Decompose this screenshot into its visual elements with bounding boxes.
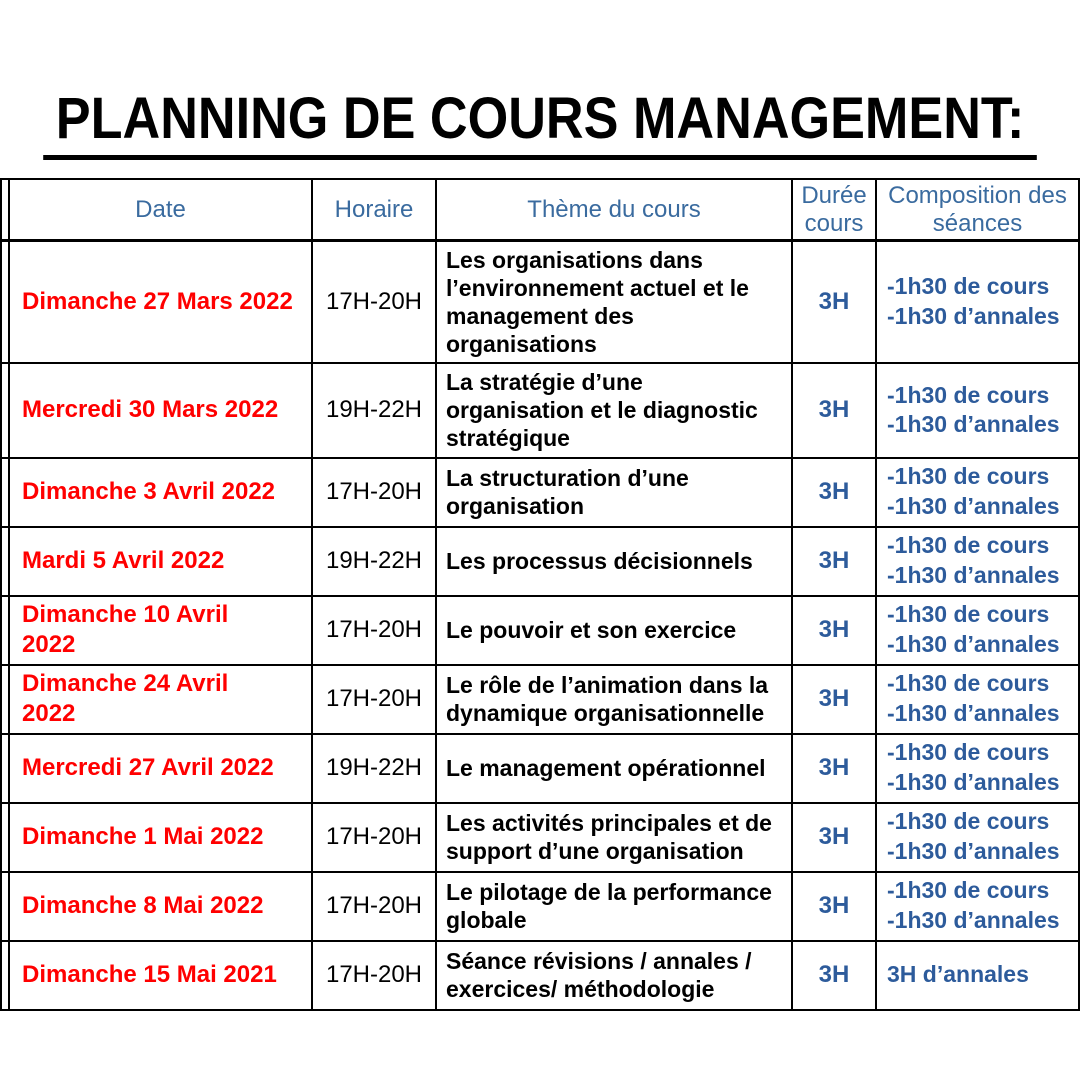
header-theme: Thème du cours bbox=[436, 179, 792, 241]
date-cell: Dimanche 15 Mai 2021 bbox=[9, 941, 312, 1010]
horaire-cell: 17H-20H bbox=[312, 458, 436, 527]
page-title: PLANNING DE COURS MANAGEMENT: bbox=[43, 90, 1037, 160]
sliver-cell bbox=[1, 734, 9, 803]
table-header bbox=[1, 179, 1079, 241]
sliver-cell bbox=[1, 803, 9, 872]
date-cell: Dimanche 27 Mars 2022 bbox=[9, 241, 312, 364]
theme-cell: Séance révisions / annales / exercices/ méthodologie bbox=[436, 941, 792, 1010]
table-row bbox=[1, 941, 1079, 1010]
sliver-cell bbox=[1, 596, 9, 665]
composition-cell: -1h30 de cours -1h30 d’annales bbox=[876, 734, 1079, 803]
title-area bbox=[0, 0, 1080, 160]
date-cell: Mercredi 27 Avril 2022 bbox=[9, 734, 312, 803]
duree-cell: 3H bbox=[792, 872, 876, 941]
horaire-cell: 19H-22H bbox=[312, 734, 436, 803]
horaire-cell: 19H-22H bbox=[312, 363, 436, 457]
sliver-cell bbox=[1, 872, 9, 941]
duree-cell: 3H bbox=[792, 665, 876, 734]
composition-cell: -1h30 de cours -1h30 d’annales bbox=[876, 665, 1079, 734]
composition-cell: -1h30 de cours -1h30 d’annales bbox=[876, 527, 1079, 596]
date-cell: Mardi 5 Avril 2022 bbox=[9, 527, 312, 596]
duree-cell: 3H bbox=[792, 527, 876, 596]
sliver-cell bbox=[1, 458, 9, 527]
table-row bbox=[1, 363, 1079, 457]
sliver-cell bbox=[1, 363, 9, 457]
theme-cell: La structuration d’une organisation bbox=[436, 458, 792, 527]
table-row bbox=[1, 872, 1079, 941]
composition-cell: -1h30 de cours -1h30 d’annales bbox=[876, 872, 1079, 941]
theme-cell: Les processus décisionnels bbox=[436, 527, 792, 596]
date-cell: Dimanche 24 Avril 2022 bbox=[9, 665, 312, 734]
duree-cell: 3H bbox=[792, 941, 876, 1010]
header-composition: Composition des séances bbox=[876, 179, 1079, 241]
horaire-cell: 17H-20H bbox=[312, 596, 436, 665]
composition-cell: -1h30 de cours -1h30 d’annales bbox=[876, 363, 1079, 457]
horaire-cell: 19H-22H bbox=[312, 527, 436, 596]
composition-cell: -1h30 de cours -1h30 d’annales bbox=[876, 458, 1079, 527]
header-row bbox=[1, 179, 1079, 241]
duree-cell: 3H bbox=[792, 734, 876, 803]
duree-cell: 3H bbox=[792, 803, 876, 872]
table-row bbox=[1, 803, 1079, 872]
horaire-cell: 17H-20H bbox=[312, 665, 436, 734]
sliver-cell bbox=[1, 527, 9, 596]
date-cell: Dimanche 3 Avril 2022 bbox=[9, 458, 312, 527]
table-row bbox=[1, 734, 1079, 803]
duree-cell: 3H bbox=[792, 596, 876, 665]
duree-cell: 3H bbox=[792, 363, 876, 457]
duree-cell: 3H bbox=[792, 458, 876, 527]
header-sliver-cell bbox=[1, 179, 9, 241]
composition-cell: -1h30 de cours -1h30 d’annales bbox=[876, 596, 1079, 665]
theme-cell: Les activités principales et de support d’une organisation bbox=[436, 803, 792, 872]
table-row bbox=[1, 458, 1079, 527]
header-horaire: Horaire bbox=[312, 179, 436, 241]
theme-cell: La stratégie d’une organisation et le diagnostic stratégique bbox=[436, 363, 792, 457]
date-cell: Dimanche 8 Mai 2022 bbox=[9, 872, 312, 941]
sliver-cell bbox=[1, 941, 9, 1010]
planning-table bbox=[0, 178, 1080, 1011]
table-row bbox=[1, 241, 1079, 364]
table-row bbox=[1, 596, 1079, 665]
horaire-cell: 17H-20H bbox=[312, 803, 436, 872]
header-duree: Durée cours bbox=[792, 179, 876, 241]
duree-cell: 3H bbox=[792, 241, 876, 364]
table-row bbox=[1, 665, 1079, 734]
horaire-cell: 17H-20H bbox=[312, 241, 436, 364]
sliver-cell bbox=[1, 665, 9, 734]
theme-cell: Les organisations dans l’environnement actuel et le management des organisations bbox=[436, 241, 792, 364]
horaire-cell: 17H-20H bbox=[312, 941, 436, 1010]
sliver-cell bbox=[1, 241, 9, 364]
composition-cell: -1h30 de cours -1h30 d’annales bbox=[876, 241, 1079, 364]
composition-cell: 3H d’annales bbox=[876, 941, 1079, 1010]
horaire-cell: 17H-20H bbox=[312, 872, 436, 941]
header-date: Date bbox=[9, 179, 312, 241]
date-cell: Mercredi 30 Mars 2022 bbox=[9, 363, 312, 457]
theme-cell: Le pouvoir et son exercice bbox=[436, 596, 792, 665]
theme-cell: Le rôle de l’animation dans la dynamique organisationnelle bbox=[436, 665, 792, 734]
table-row bbox=[1, 527, 1079, 596]
date-cell: Dimanche 1 Mai 2022 bbox=[9, 803, 312, 872]
composition-cell: -1h30 de cours -1h30 d’annales bbox=[876, 803, 1079, 872]
date-cell: Dimanche 10 Avril 2022 bbox=[9, 596, 312, 665]
theme-cell: Le management opérationnel bbox=[436, 734, 792, 803]
theme-cell: Le pilotage de la performance globale bbox=[436, 872, 792, 941]
